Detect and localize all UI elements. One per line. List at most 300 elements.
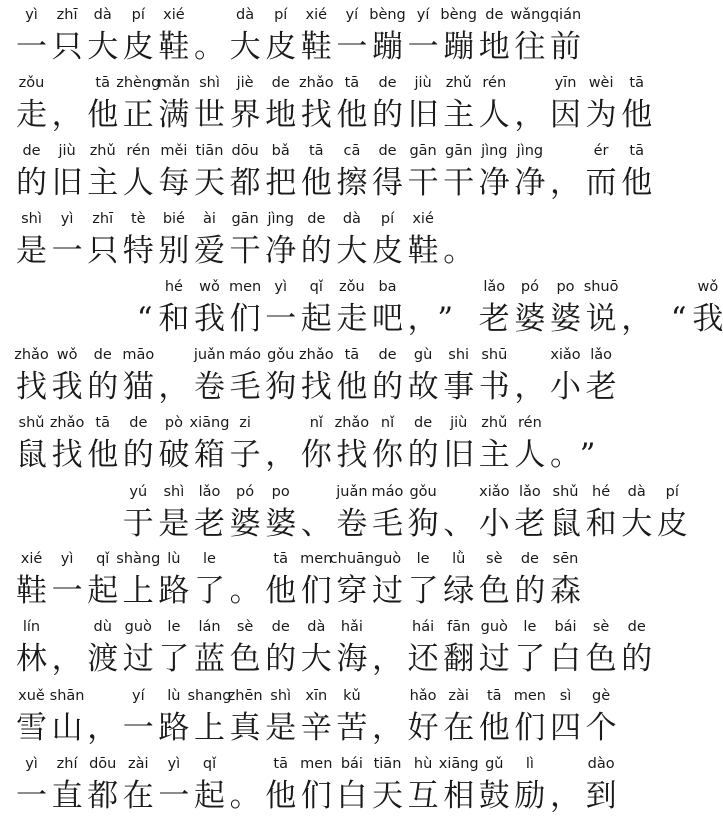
hanzi-character: 他 — [87, 437, 119, 473]
pinyin-syllable: de — [129, 415, 148, 431]
pinyin-syllable: yí — [345, 7, 359, 23]
hanzi-character: 大 — [229, 29, 261, 65]
hanzi-character: 辛 — [300, 710, 332, 746]
pinyin-syllable: māo — [122, 347, 155, 363]
hanzi-character: 们 — [300, 778, 332, 814]
hanzi-character: 地 — [478, 29, 510, 65]
pinyin-syllable: shū — [481, 347, 508, 363]
hanzi-character: 一 — [336, 29, 368, 65]
pinyin-syllable: qián — [549, 7, 582, 23]
hanzi-character: 色 — [229, 641, 261, 677]
pinyin-syllable: shǔ — [18, 415, 45, 431]
pinyin-syllable: tā — [344, 75, 360, 91]
hanzi-character: 皮 — [656, 506, 688, 542]
pinyin-syllable: hǎo — [409, 688, 437, 704]
hanzi-character: 路 — [158, 573, 190, 609]
punctuation-mark: ， — [621, 301, 653, 337]
pinyin-syllable: le — [203, 551, 216, 567]
pinyin-syllable: měi — [160, 143, 188, 159]
hanzi-character: 你 — [372, 437, 403, 473]
pinyin-syllable: rén — [518, 415, 542, 431]
pinyin-syllable: gān — [231, 211, 259, 227]
pinyin-syllable: lán — [198, 619, 221, 635]
pinyin-syllable: xié — [412, 211, 434, 227]
hanzi-character: 励 — [514, 778, 546, 814]
pinyin-syllable: kǔ — [343, 688, 361, 704]
pinyin-syllable: zǒu — [339, 279, 365, 295]
hanzi-character: 一 — [51, 573, 83, 609]
pinyin-syllable: mǎn — [157, 75, 190, 91]
pinyin-syllable: bèng — [440, 7, 477, 23]
hanzi-character: 旧 — [407, 97, 439, 133]
hanzi-character: 一 — [16, 778, 47, 814]
hanzi-character: 的 — [407, 437, 439, 473]
pinyin-syllable: zhèng — [116, 75, 161, 91]
pinyin-syllable: hǎi — [340, 619, 363, 635]
hanzi-character: 他 — [478, 710, 510, 746]
pinyin-syllable: chuān — [329, 551, 375, 567]
pinyin-syllable: pó — [520, 279, 539, 295]
hanzi-character: 好 — [407, 710, 439, 746]
pinyin-syllable: nǐ — [309, 415, 323, 431]
hanzi-character: 干 — [407, 165, 439, 201]
punctuation-mark: ” — [437, 301, 454, 337]
pinyin-syllable: dà — [627, 484, 646, 500]
pinyin-syllable: zhēn — [227, 688, 263, 704]
pinyin-syllable: de — [378, 347, 397, 363]
pinyin-syllable: dà — [236, 7, 255, 23]
hanzi-character: 主 — [443, 97, 475, 133]
hanzi-character: 人 — [122, 165, 154, 201]
pinyin-syllable: dōu — [231, 143, 259, 159]
hanzi-character: 吧 — [372, 301, 403, 337]
pinyin-syllable: pí — [380, 211, 395, 227]
pinyin-syllable: máo — [371, 484, 404, 500]
pinyin-syllable: xiǎo — [479, 484, 510, 500]
pinyin-syllable: xīn — [305, 688, 328, 704]
pinyin-syllable: men — [300, 756, 333, 772]
pinyin-syllable: shì — [21, 211, 42, 227]
pinyin-syllable: hù — [413, 756, 433, 772]
pinyin-syllable: nǐ — [380, 415, 395, 431]
hanzi-character: 一 — [158, 778, 190, 814]
pinyin-syllable: men — [300, 551, 333, 567]
hanzi-character: 色 — [478, 573, 510, 609]
hanzi-character: 干 — [229, 233, 261, 269]
hanzi-character: 天 — [372, 778, 403, 814]
hanzi-character: 皮 — [265, 29, 297, 65]
hanzi-character: 净 — [478, 165, 510, 201]
hanzi-character: 和 — [158, 301, 190, 337]
hanzi-character: 旧 — [51, 165, 83, 201]
pinyin-syllable: zhī — [56, 7, 78, 23]
hanzi-character: 他 — [265, 573, 297, 609]
pinyin-syllable: zi — [239, 415, 251, 431]
punctuation-mark: ， — [51, 641, 83, 677]
hanzi-character: 白 — [550, 641, 581, 677]
pinyin-syllable: shang — [187, 688, 232, 704]
pinyin-syllable: bái — [554, 619, 577, 635]
hanzi-character: 毛 — [229, 369, 261, 405]
hanzi-character: 每 — [158, 165, 190, 201]
pinyin-syllable: ér — [593, 143, 609, 159]
hanzi-character: 的 — [122, 437, 154, 473]
punctuation-mark: ， — [550, 165, 581, 201]
hanzi-character: 正 — [122, 97, 154, 133]
punctuation-mark: ， — [550, 778, 581, 814]
pinyin-syllable: yú — [129, 484, 148, 500]
pinyin-syllable: tā — [273, 756, 288, 772]
pinyin-syllable: pò — [164, 415, 183, 431]
pinyin-syllable: po — [271, 484, 290, 500]
pinyin-syllable: zǒu — [18, 75, 45, 91]
hanzi-character: 地 — [265, 97, 297, 133]
pinyin-syllable: xiǎo — [550, 347, 581, 363]
pinyin-syllable: tā — [309, 143, 324, 159]
pinyin-syllable: guò — [373, 551, 402, 567]
hanzi-character: 找 — [51, 437, 83, 473]
pinyin-syllable: pí — [131, 7, 145, 23]
hanzi-character: 前 — [550, 29, 581, 65]
punctuation-mark: ， — [514, 369, 546, 405]
hanzi-character: 一 — [265, 301, 297, 337]
hanzi-character: 鞋 — [407, 233, 439, 269]
hanzi-character: 干 — [443, 165, 475, 201]
hanzi-character: 的 — [265, 641, 297, 677]
hanzi-character: 还 — [407, 641, 439, 677]
pinyin-syllable: bái — [340, 756, 363, 772]
pinyin-syllable: sì — [559, 688, 572, 704]
pinyin-syllable: gǔ — [485, 756, 504, 772]
pinyin-syllable: dà — [93, 7, 112, 23]
pinyin-syllable: bié — [162, 211, 185, 227]
hanzi-character: 往 — [514, 29, 546, 65]
hanzi-character: 到 — [585, 778, 617, 814]
pinyin-syllable: xiāng — [189, 415, 230, 431]
hanzi-character: 故 — [407, 369, 439, 405]
pinyin-syllable: wǎng — [510, 7, 550, 23]
hanzi-character: 们 — [300, 573, 332, 609]
pinyin-syllable: zài — [448, 688, 469, 704]
hanzi-character: 的 — [372, 97, 403, 133]
pinyin-syllable: lǎo — [198, 484, 221, 500]
hanzi-character: 界 — [229, 97, 261, 133]
hanzi-character: 他 — [621, 97, 653, 133]
hanzi-character: 老 — [514, 506, 546, 542]
hanzi-character: 事 — [443, 369, 475, 405]
hanzi-character: 小 — [550, 369, 581, 405]
hanzi-character: 们 — [514, 710, 546, 746]
pinyin-syllable: zhǎo — [14, 347, 49, 363]
pinyin-syllable: bǎ — [271, 143, 290, 159]
hanzi-character: 的 — [16, 165, 47, 201]
hanzi-character: 找 — [336, 437, 368, 473]
pinyin-syllable: shàng — [116, 551, 161, 567]
hanzi-character: 人 — [478, 97, 510, 133]
hanzi-character: 的 — [300, 233, 332, 269]
punctuation-mark: ， — [372, 710, 403, 746]
pinyin-syllable: shì — [270, 688, 292, 704]
pinyin-syllable: lù — [167, 688, 181, 704]
hanzi-character: 婆 — [514, 301, 546, 337]
pinyin-syllable: hái — [412, 619, 435, 635]
pinyin-syllable: de — [22, 143, 41, 159]
pinyin-syllable: zhǎo — [334, 415, 370, 431]
pinyin-syllable: jìng — [481, 143, 508, 159]
pinyin-syllable: dà — [307, 619, 326, 635]
hanzi-character: 雪 — [16, 710, 47, 746]
hanzi-character: 满 — [158, 97, 190, 133]
hanzi-character: 我 — [692, 301, 723, 337]
hanzi-character: 的 — [372, 369, 403, 405]
hanzi-character: 世 — [194, 97, 225, 133]
hanzi-character: 主 — [87, 165, 119, 201]
hanzi-character: 找 — [16, 369, 47, 405]
hanzi-character: 为 — [585, 97, 617, 133]
hanzi-character: 四 — [550, 710, 581, 746]
hanzi-character: 走 — [16, 97, 47, 133]
hanzi-character: 他 — [300, 165, 332, 201]
hanzi-character: 特 — [122, 233, 154, 269]
hanzi-character: 狗 — [265, 369, 297, 405]
hanzi-character: 狗 — [407, 506, 439, 542]
pinyin-syllable: jìng — [516, 143, 544, 159]
hanzi-character: 了 — [158, 641, 190, 677]
hanzi-character: 大 — [300, 641, 332, 677]
hanzi-character: 而 — [585, 165, 617, 201]
pinyin-syllable: de — [271, 75, 290, 91]
pinyin-syllable: sè — [236, 619, 254, 635]
pinyin-syllable: pó — [236, 484, 255, 500]
pinyin-syllable: xié — [20, 551, 43, 567]
pinyin-syllable: le — [523, 619, 537, 635]
pinyin-syllable: dù — [93, 619, 112, 635]
hanzi-character: 在 — [443, 710, 475, 746]
pinyin-syllable: gǒu — [409, 484, 437, 500]
hanzi-character: 鼓 — [478, 778, 510, 814]
pinyin-syllable: de — [520, 551, 539, 567]
pinyin-syllable: le — [167, 619, 181, 635]
pinyin-syllable: men — [513, 688, 547, 704]
hanzi-character: 和 — [585, 506, 617, 542]
pinyin-syllable: yì — [25, 756, 38, 772]
pinyin-syllable: hé — [592, 484, 611, 500]
hanzi-character: 森 — [550, 573, 581, 609]
pinyin-syllable: ài — [203, 211, 216, 227]
pinyin-syllable: le — [416, 551, 430, 567]
hanzi-character: 过 — [478, 641, 510, 677]
hanzi-character: 色 — [585, 641, 617, 677]
pinyin-syllable: hé — [164, 279, 183, 295]
pinyin-syllable: pí — [274, 7, 288, 23]
pinyin-syllable: de — [627, 619, 646, 635]
pinyin-syllable: dà — [342, 211, 361, 227]
hanzi-character: 白 — [336, 778, 368, 814]
pinyin-syllable: yì — [60, 551, 74, 567]
hanzi-character: 路 — [158, 710, 190, 746]
pinyin-syllable: de — [307, 211, 326, 227]
hanzi-character: 皮 — [372, 233, 403, 269]
pinyin-syllable: zhǎo — [49, 415, 85, 431]
hanzi-character: 箱 — [194, 437, 225, 473]
hanzi-character: 渡 — [87, 641, 119, 677]
hanzi-character: 穿 — [336, 573, 368, 609]
hanzi-character: 婆 — [265, 506, 297, 542]
pinyin-syllable: tā — [273, 551, 288, 567]
pinyin-syllable: juǎn — [193, 347, 226, 363]
hanzi-character: 们 — [229, 301, 261, 337]
pinyin-syllable: de — [485, 7, 504, 23]
pinyin-syllable: lǎo — [483, 279, 506, 295]
pinyin-syllable: jiè — [236, 75, 254, 91]
hanzi-character: 猫 — [122, 369, 154, 405]
pinyin-syllable: tā — [344, 347, 360, 363]
hanzi-character: 人 — [514, 437, 546, 473]
hanzi-character: 是 — [16, 233, 47, 269]
pinyin-syllable: sè — [486, 551, 503, 567]
pinyin-syllable: shān — [49, 688, 85, 704]
hanzi-character: 说 — [585, 301, 617, 337]
pinyin-syllable: xiāng — [438, 756, 479, 772]
hanzi-character: 净 — [265, 233, 297, 269]
hanzi-character: 子 — [229, 437, 261, 473]
hanzi-character: 了 — [194, 573, 225, 609]
pinyin-syllable: lǎo — [590, 347, 612, 363]
hanzi-character: 擦 — [336, 165, 368, 201]
pinyin-syllable: jìng — [267, 211, 294, 227]
hanzi-character: 婆 — [550, 301, 581, 337]
punctuation-mark: ， — [51, 97, 83, 133]
pinyin-syllable: lín — [22, 619, 41, 635]
hanzi-character: 一 — [51, 233, 83, 269]
hanzi-character: 了 — [407, 573, 439, 609]
pinyin-syllable: zài — [128, 756, 149, 772]
hanzi-character: 绿 — [443, 573, 475, 609]
hanzi-character: 蹦 — [372, 29, 403, 65]
hanzi-character: 他 — [336, 97, 368, 133]
pinyin-syllable: shi — [448, 347, 470, 363]
hanzi-character: 的 — [514, 573, 546, 609]
hanzi-character: 蹦 — [443, 29, 475, 65]
pinyin-syllable: wǒ — [697, 279, 719, 295]
hanzi-character: 鞋 — [16, 573, 47, 609]
hanzi-character: 山 — [51, 710, 83, 746]
hanzi-character: 于 — [122, 506, 154, 542]
hanzi-character: 老 — [585, 369, 617, 405]
hanzi-character: 皮 — [122, 29, 154, 65]
hanzi-character: 卷 — [194, 369, 225, 405]
pinyin-syllable: yì — [274, 279, 287, 295]
pinyin-syllable: gǒu — [267, 347, 295, 363]
pinyin-syllable: yì — [60, 211, 74, 227]
pinyin-syllable: dōu — [89, 756, 117, 772]
punctuation-mark: 。 — [550, 437, 581, 473]
hanzi-character: 我 — [194, 301, 225, 337]
punctuation-mark: “ — [136, 301, 153, 337]
hanzi-character: 你 — [300, 437, 332, 473]
pinyin-syllable: qǐ — [309, 279, 323, 295]
pinyin-syllable: tè — [130, 211, 146, 227]
pinyin-syllable: rén — [482, 75, 507, 91]
hanzi-character: 林 — [16, 641, 47, 677]
hanzi-character: 互 — [407, 778, 439, 814]
pinyin-syllable: lù — [167, 551, 181, 567]
hanzi-character: 鼠 — [550, 506, 581, 542]
hanzi-character: 真 — [229, 710, 261, 746]
hanzi-character: 一 — [16, 29, 47, 65]
hanzi-character: 过 — [122, 641, 154, 677]
pinyin-syllable: máo — [229, 347, 262, 363]
pinyin-syllable: shǔ — [552, 484, 579, 500]
hanzi-character: 老 — [478, 301, 510, 337]
pinyin-syllable: tā — [487, 688, 502, 704]
pinyin-syllable: tiān — [373, 756, 402, 772]
punctuation-mark: ” — [579, 437, 596, 473]
pinyin-syllable: gù — [413, 347, 433, 363]
pinyin-syllable: lǜ — [452, 551, 466, 567]
hanzi-character: 起 — [300, 301, 332, 337]
pinyin-syllable: yì — [25, 7, 38, 23]
hanzi-character: 小 — [478, 506, 510, 542]
pinyin-syllable: wèi — [588, 75, 614, 91]
pinyin-syllable: guò — [124, 619, 152, 635]
hanzi-character: 他 — [621, 165, 653, 201]
pinyin-syllable: gān — [445, 143, 473, 159]
hanzi-character: 大 — [621, 506, 653, 542]
pinyin-syllable: jiù — [414, 75, 432, 91]
pinyin-syllable: lǎo — [519, 484, 541, 500]
punctuation-mark: 。 — [194, 29, 225, 65]
pinyin-syllable: rén — [126, 143, 151, 159]
pinyin-syllable: tā — [629, 143, 644, 159]
hanzi-character: 找 — [300, 97, 332, 133]
pinyin-syllable: zhī — [92, 211, 114, 227]
pinyin-syllable: fān — [447, 619, 471, 635]
pinyin-syllable: qǐ — [202, 756, 217, 772]
pinyin-syllable: po — [556, 279, 575, 295]
pinyin-syllable: jiù — [450, 415, 468, 431]
hanzi-character: 天 — [194, 165, 225, 201]
punctuation-mark: 、 — [300, 506, 332, 542]
hanzi-character: 海 — [336, 641, 368, 677]
pinyin-syllable: zhǎo — [299, 75, 334, 91]
pinyin-syllable: zhǎo — [299, 347, 334, 363]
hanzi-character: 过 — [372, 573, 403, 609]
hanzi-character: 上 — [194, 710, 225, 746]
pinyin-syllable: zhǔ — [481, 415, 508, 431]
hanzi-character: 爱 — [194, 233, 225, 269]
pinyin-syllable: sēn — [552, 551, 579, 567]
pinyin-syllable: de — [271, 619, 290, 635]
pinyin-syllable: shuō — [583, 279, 619, 295]
pinyin-syllable: zhí — [56, 756, 78, 772]
hanzi-character: 起 — [87, 573, 119, 609]
pinyin-syllable: qǐ — [96, 551, 110, 567]
hanzi-character: 他 — [87, 97, 119, 133]
hanzi-character: 主 — [478, 437, 510, 473]
punctuation-mark: 。 — [229, 778, 261, 814]
hanzi-character: 了 — [514, 641, 546, 677]
pinyin-syllable: zhǔ — [89, 143, 116, 159]
punctuation-mark: ， — [372, 641, 403, 677]
hanzi-character: 旧 — [443, 437, 475, 473]
pinyin-syllable: yí — [131, 688, 145, 704]
punctuation-mark: “ — [670, 301, 687, 337]
pinyin-syllable: xié — [305, 7, 328, 23]
hanzi-character: 破 — [158, 437, 190, 473]
hanzi-character: 因 — [550, 97, 581, 133]
pinyin-syllable: lì — [525, 756, 534, 772]
